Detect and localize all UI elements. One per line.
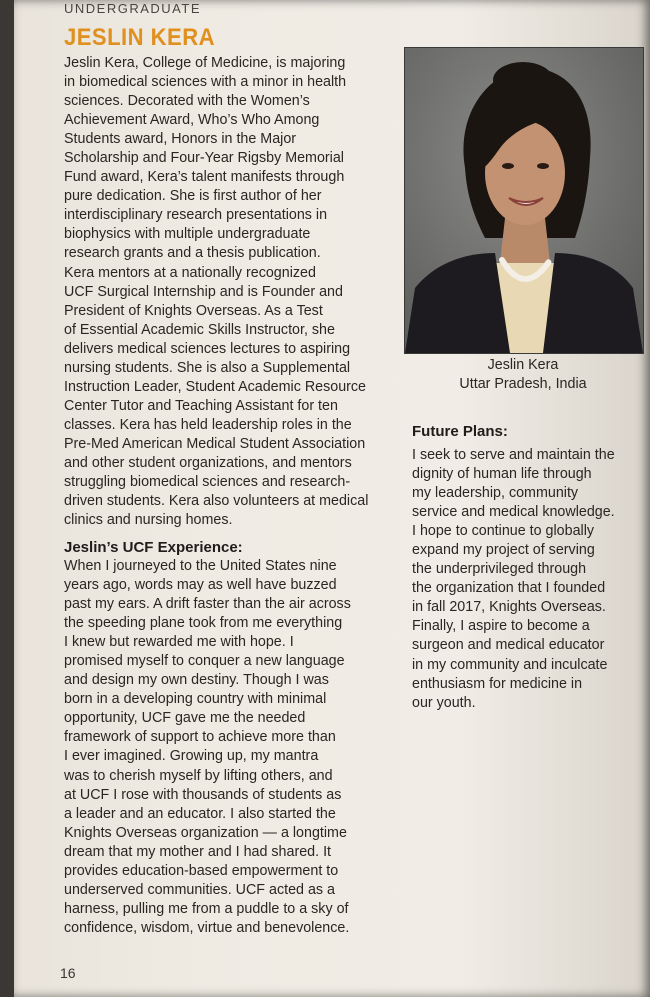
bio-line: Achievement Award, Who’s Who Among xyxy=(64,112,320,129)
student-name-heading: JESLIN KERA xyxy=(64,24,216,51)
bio-line: research grants and a thesis publication. xyxy=(64,245,321,262)
future-line: in my community and inculcate xyxy=(412,656,608,673)
photo-caption xyxy=(404,356,642,394)
bio-paragraph xyxy=(64,54,394,530)
experience-line: dream that my mother and I had shared. It xyxy=(64,843,332,860)
bio-line: nursing students. She is also a Supplemental xyxy=(64,359,351,376)
caption-name: Jeslin Kera xyxy=(487,357,559,373)
future-line: enthusiasm for medicine in xyxy=(412,675,583,692)
experience-line: opportunity, UCF gave me the needed xyxy=(64,710,306,727)
bio-line: Scholarship and Four-Year Rigsby Memorial xyxy=(64,150,344,167)
bio-line: Instruction Leader, Student Academic Resource xyxy=(64,378,367,395)
bio-line: Jeslin Kera, College of Medicine, is majoring xyxy=(64,55,346,71)
future-line: my leadership, community xyxy=(412,485,579,502)
experience-line: underserved communities. UCF acted as a xyxy=(64,881,335,898)
experience-line: Knights Overseas organization — a longtime xyxy=(64,824,347,841)
page-number: 16 xyxy=(60,965,76,981)
experience-line: a leader and an educator. I also started the xyxy=(64,805,336,822)
bio-line: biophysics with multiple undergraduate xyxy=(64,226,311,243)
bio-line: Kera mentors at a nationally recognized xyxy=(64,264,316,281)
experience-line: promised myself to conquer a new language xyxy=(64,653,345,670)
future-line: I hope to continue to globally xyxy=(412,523,595,540)
experience-line: past my ears. A drift faster than the air across xyxy=(64,596,351,613)
bio-line: Pre-Med American Medical Student Association xyxy=(64,435,366,452)
bio-line: clinics and nursing homes. xyxy=(64,512,233,529)
experience-line: and design my own destiny. Though I was xyxy=(64,672,329,689)
bio-line: sciences. Decorated with the Women’s xyxy=(64,93,310,110)
future-line: Finally, I aspire to become a xyxy=(412,618,590,635)
caption-location: Uttar Pradesh, India xyxy=(459,376,587,392)
experience-line: harness, pulling me from a puddle to a sky of xyxy=(64,900,349,917)
future-line: dignity of human life through xyxy=(412,466,592,483)
experience-line: I ever imagined. Growing up, my mantra xyxy=(64,748,319,765)
experience-line: framework of support to achieve more than xyxy=(64,729,336,746)
experience-heading: Jeslin’s UCF Experience: xyxy=(64,539,243,556)
bio-line: interdisciplinary research presentations in xyxy=(64,207,328,224)
portrait-illustration xyxy=(405,48,643,353)
bio-line: and other student organizations, and mentors xyxy=(64,454,352,471)
bio-line: in biomedical sciences with a minor in health xyxy=(64,74,347,91)
bio-line: UCF Surgical Internship and is Founder and xyxy=(64,283,343,300)
experience-line: provides education-based empowerment to xyxy=(64,862,339,879)
future-line: service and medical knowledge. xyxy=(412,504,615,521)
future-plans-heading: Future Plans: xyxy=(412,423,508,440)
experience-line: I knew but rewarded me with hope. I xyxy=(64,634,294,651)
experience-line: at UCF I rose with thousands of students as xyxy=(64,786,342,803)
brochure-page xyxy=(14,0,650,997)
bio-line: of Essential Academic Skills Instructor, she xyxy=(64,321,335,338)
bio-line: driven students. Kera also volunteers at medical xyxy=(64,493,369,510)
experience-line: confidence, wisdom, virtue and benevolence. xyxy=(64,919,350,936)
bio-line: Students award, Honors in the Major xyxy=(64,131,297,148)
future-line: the organization that I founded xyxy=(412,580,606,597)
future-line: in fall 2017, Knights Overseas. xyxy=(412,599,606,616)
section-label: UNDERGRADUATE xyxy=(64,1,201,16)
experience-line: born in a developing country with minimal xyxy=(64,691,327,708)
future-plans-paragraph xyxy=(412,446,650,713)
bio-line: President of Knights Overseas. As a Test xyxy=(64,302,323,319)
bio-line: delivers medical sciences lectures to aspiring xyxy=(64,340,351,357)
portrait-photo xyxy=(404,47,644,354)
bio-line: Center Tutor and Teaching Assistant for ten xyxy=(64,397,338,414)
experience-line: When I journeyed to the United States nine xyxy=(64,558,337,574)
experience-line: was to cherish myself by lifting others, and xyxy=(64,767,333,784)
future-line: I seek to serve and maintain the xyxy=(412,447,615,463)
bio-line: Fund award, Kera’s talent manifests through xyxy=(64,169,345,186)
bio-line: classes. Kera has held leadership roles in the xyxy=(64,416,352,433)
bio-line: struggling biomedical sciences and research- xyxy=(64,474,351,491)
future-line: our youth. xyxy=(412,694,476,711)
experience-line: years ago, words may as well have buzzed xyxy=(64,577,337,594)
future-line: expand my project of serving xyxy=(412,542,595,559)
bio-line: pure dedication. She is first author of her xyxy=(64,188,322,205)
future-line: surgeon and medical educator xyxy=(412,637,605,654)
experience-paragraph xyxy=(64,557,399,938)
future-line: the underprivileged through xyxy=(412,561,587,578)
experience-line: the speeding plane took from me everything xyxy=(64,615,343,632)
